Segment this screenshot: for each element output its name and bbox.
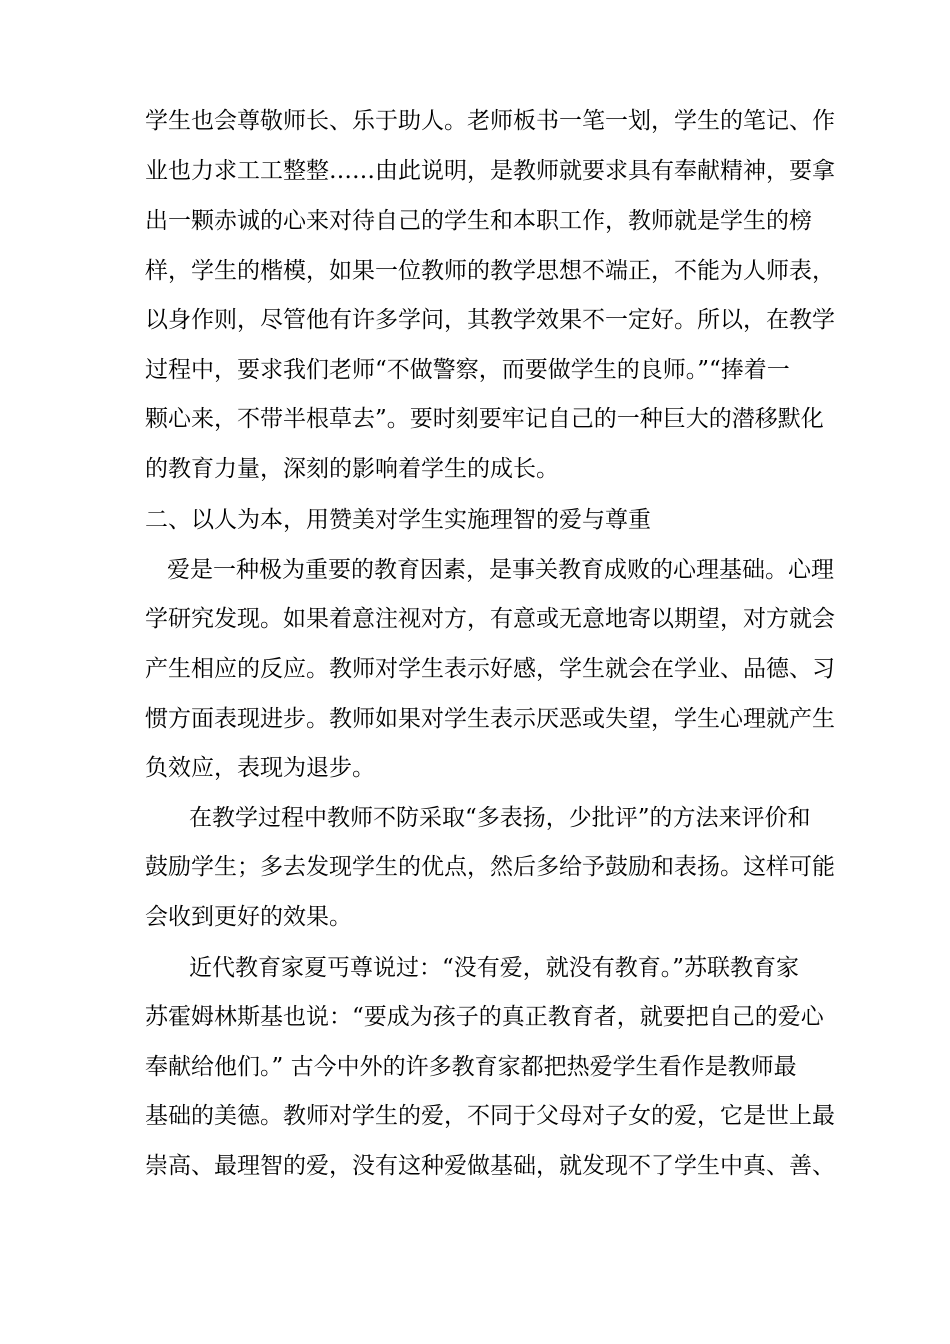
para1-line-8: 的教育力量，深刻的影响着学生的成长。 — [145, 456, 559, 482]
para2-line-2: 学研究发现。如果着意注视对方，有意或无意地寄以期望，对方就会 — [145, 606, 835, 632]
para4-line-5: 崇高、最理智的爱，没有这种爱做基础，就发现不了学生中真、善、 — [145, 1153, 835, 1179]
para3-line-3: 会收到更好的效果。 — [145, 904, 352, 930]
para2-line-1: 爱是一种极为重要的教育因素，是事关教育成败的心理基础。心理 — [167, 557, 834, 583]
para2-line-3: 产生相应的反应。教师对学生表示好感，学生就会在学业、品德、习 — [145, 656, 835, 682]
para4-line-1: 近代教育家夏丐尊说过：“没有爱，就没有教育。”苏联教育家 — [189, 955, 800, 981]
para3-line-1: 在教学过程中教师不防采取“多表扬，少批评”的方法来评价和 — [189, 805, 811, 831]
para1-line-7: 颗心来，不带半根草去”。要时刻要牢记自己的一种巨大的潜移默化 — [145, 406, 824, 432]
para2-line-4: 惯方面表现进步。教师如果对学生表示厌恶或失望，学生心理就产生 — [145, 706, 835, 732]
para2-line-5: 负效应，表现为退步。 — [145, 755, 375, 781]
para1-line-3: 出一颗赤诚的心来对待自己的学生和本职工作，教师就是学生的榜 — [145, 208, 812, 234]
para1-line-2: 业也力求工工整整……由此说明，是教师就要求具有奉献精神，要拿 — [145, 158, 835, 184]
para4-line-3: 奉献给他们。” 古今中外的许多教育家都把热爱学生看作是教师最 — [145, 1054, 797, 1080]
section-heading: 二、以人为本，用赞美对学生实施理智的爱与尊重 — [145, 507, 651, 533]
para1-line-4: 样，学生的楷模，如果一位教师的教学思想不端正，不能为人师表， — [145, 258, 835, 284]
para1-line-6: 过程中，要求我们老师“不做警察，而要做学生的良师。”“捧着一 — [145, 357, 790, 383]
para4-line-2: 苏霍姆林斯基也说：“要成为孩子的真正教育者，就要把自己的爱心 — [145, 1004, 824, 1030]
para3-line-2: 鼓励学生；多去发现学生的优点，然后多给予鼓励和表扬。这样可能 — [145, 854, 835, 880]
para1-line-1: 学生也会尊敬师长、乐于助人。老师板书一笔一划，学生的笔记、作 — [145, 108, 835, 134]
para4-line-4: 基础的美德。教师对学生的爱，不同于父母对子女的爱，它是世上最 — [145, 1103, 835, 1129]
para1-line-5: 以身作则，尽管他有许多学问，其教学效果不一定好。所以，在教学 — [145, 307, 835, 333]
